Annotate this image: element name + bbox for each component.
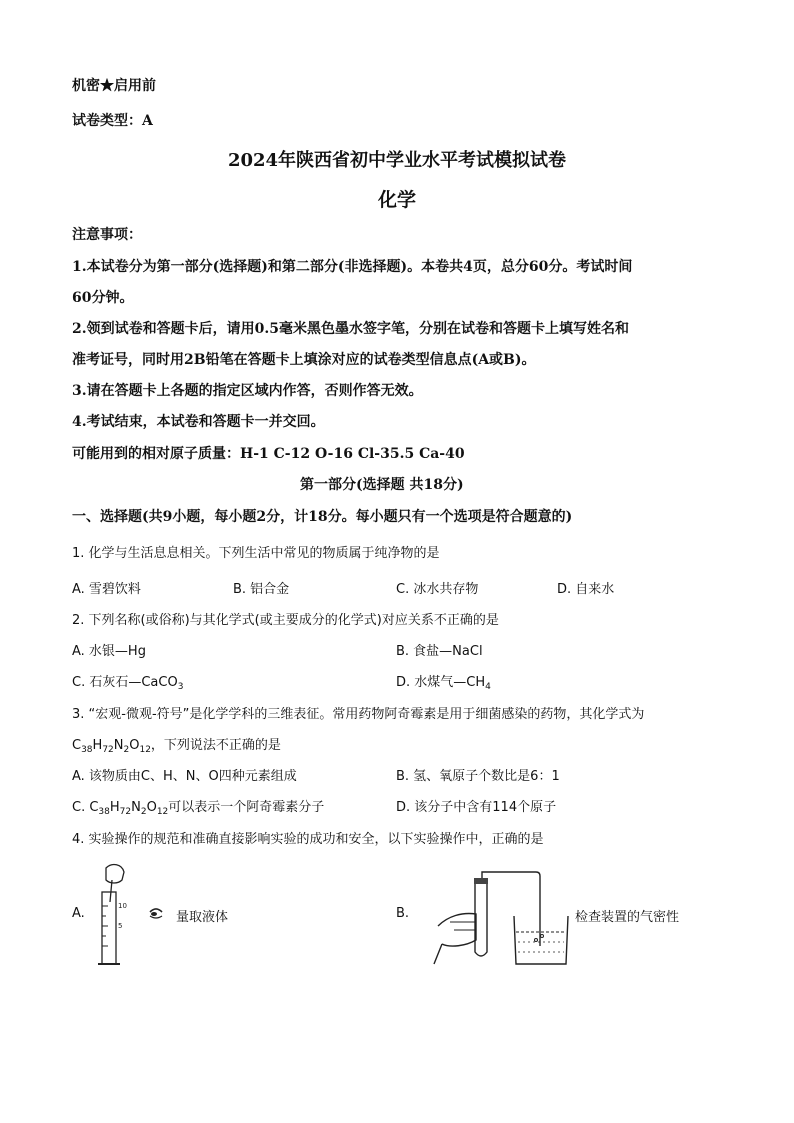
q1-option-a: A. 雪碧饮料 bbox=[72, 582, 141, 597]
q2-option-d: D. 水煤气$—CH_4$ bbox=[396, 675, 491, 692]
confidential-label: 机密★启用前 bbox=[72, 78, 156, 94]
q3-stem: 3. “宏观-微观-符号”是化学学科的三维表征。常用药物阿奇霉素是用于细菌感染的药物，其化学式为 bbox=[72, 707, 645, 722]
q4-stem: 4. 实验操作的规范和准确直接影响实验的成功和安全，以下实验操作中，正确的是 bbox=[72, 832, 544, 847]
subject-title: 化学 bbox=[377, 189, 416, 211]
cylinder-scale-10: 10 bbox=[118, 902, 127, 910]
q3-formula: $C_{38}H_{72}N_2O_{12}$ bbox=[72, 738, 151, 755]
notes-item2-line1: 2.领到试卷和答题卡后，请用0.5毫米黑色墨水签字笔，分别在试卷和答题卡上填写姓名和 bbox=[72, 321, 629, 337]
notes-heading: 注意事项： bbox=[72, 227, 142, 243]
paper-type-label: 试卷类型：A bbox=[72, 113, 153, 129]
cylinder-scale-5: 5 bbox=[118, 922, 123, 930]
exam-title: 2024年陕西省初中学业水平考试模拟试卷 bbox=[227, 150, 567, 171]
notes-item2-line2: 准考证号，同时用2B铅笔在答题卡上填涂对应的试卷类型信息点(A或B)。 bbox=[72, 352, 536, 368]
q2-stem: 2. 下列名称(或俗称)与其化学式(或主要成分的化学式)对应关系不正确的是 bbox=[72, 613, 499, 628]
section1-heading: 一、选择题(共9小题，每小题2分，计18分。每小题只有一个选项是符合题意的) bbox=[72, 509, 573, 525]
q4-option-a-label: A. bbox=[72, 906, 85, 921]
q1-option-d: D. 自来水 bbox=[557, 582, 615, 597]
q1-option-c: C. 冰水共存物 bbox=[396, 582, 479, 597]
q4-option-b-text: 检查装置的气密性 bbox=[575, 910, 680, 925]
notes-item1-line2: 60分钟。 bbox=[72, 290, 134, 306]
q3-stem-formula-line: $C_{38}H_{72}N_2O_{12}$，下列说法不正确的是 bbox=[72, 738, 281, 755]
q3-option-d: D. 该分子中含有114个原子 bbox=[396, 800, 557, 815]
graduated-cylinder-illustration bbox=[92, 862, 172, 972]
q4-option-a-text: 量取液体 bbox=[176, 910, 229, 925]
atomic-mass-line: 可能用到的相对原子质量：H-1 C-12 O-16 Cl-35.5 Ca-40 bbox=[72, 446, 465, 462]
airtightness-check-illustration bbox=[432, 866, 572, 968]
notes-item3: 3.请在答题卡上各题的指定区域内作答，否则作答无效。 bbox=[72, 383, 423, 399]
q3-option-a: A. 该物质由C、H、N、O四种元素组成 bbox=[72, 769, 297, 784]
q1-stem: 1. 化学与生活息息相关。下列生活中常见的物质属于纯净物的是 bbox=[72, 546, 440, 561]
q2-option-b: B. 食盐—NaCl bbox=[396, 644, 483, 659]
q2-option-c: C. 石灰石—CaCO$_3$ bbox=[72, 675, 184, 692]
q3-option-b: B. 氢、氧原子个数比是6：1 bbox=[396, 769, 560, 784]
q1-option-b: B. 铝合金 bbox=[233, 582, 290, 597]
notes-item4: 4.考试结束，本试卷和答题卡一并交回。 bbox=[72, 414, 325, 430]
notes-item1-line1: 1.本试卷分为第一部分(选择题)和第二部分(非选择题)。本卷共4页，总分60分。考试时间 bbox=[72, 259, 633, 275]
q3-option-c: C. $C_{38}H_{72}N_2O_{12}$可以表示一个阿奇霉素分子 bbox=[72, 800, 325, 817]
part1-heading: 第一部分(选择题 共18分) bbox=[300, 477, 464, 493]
q2-option-a: A. 水银—Hg bbox=[72, 644, 146, 659]
q4-option-b-label: B. bbox=[396, 906, 410, 921]
